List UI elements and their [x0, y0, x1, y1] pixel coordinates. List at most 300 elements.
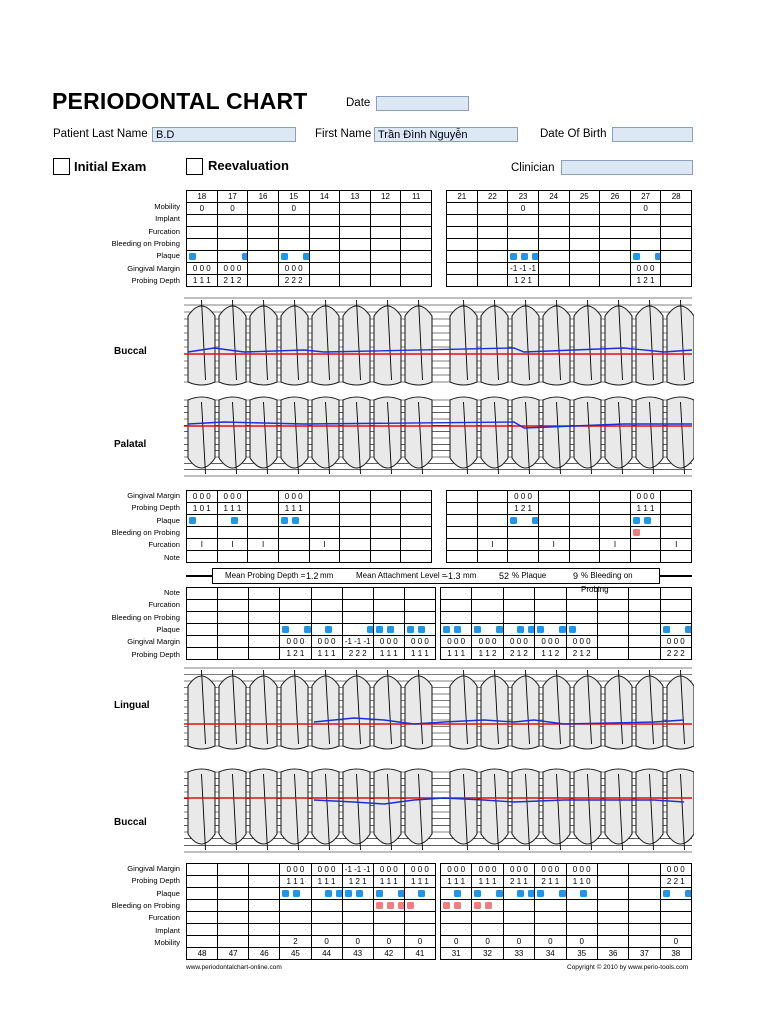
chart-cell[interactable]	[629, 588, 660, 600]
chart-cell[interactable]	[538, 527, 569, 539]
plaque-marker[interactable]	[685, 626, 692, 633]
chart-cell[interactable]	[630, 251, 661, 263]
chart-cell[interactable]	[538, 491, 569, 503]
chart-cell[interactable]	[370, 515, 401, 527]
chart-cell[interactable]	[535, 888, 566, 900]
chart-cell[interactable]	[370, 551, 401, 563]
chart-cell[interactable]: 0	[630, 203, 661, 215]
chart-cell[interactable]	[535, 612, 566, 624]
chart-cell[interactable]	[249, 600, 280, 612]
chart-cell[interactable]	[569, 515, 600, 527]
chart-cell[interactable]	[340, 551, 371, 563]
chart-cell[interactable]	[342, 600, 373, 612]
chart-cell[interactable]	[280, 888, 311, 900]
chart-cell[interactable]	[249, 588, 280, 600]
chart-cell[interactable]	[217, 239, 248, 251]
chart-cell[interactable]	[218, 864, 249, 876]
chart-cell[interactable]: -1 -1 -1	[342, 864, 373, 876]
chart-cell[interactable]: 0 0 0	[441, 864, 472, 876]
chart-cell[interactable]	[309, 275, 340, 287]
chart-cell[interactable]	[447, 275, 478, 287]
chart-cell[interactable]	[311, 912, 342, 924]
chart-cell[interactable]	[477, 239, 508, 251]
chart-cell[interactable]	[477, 227, 508, 239]
chart-cell[interactable]: 1 1 1	[472, 876, 503, 888]
chart-cell[interactable]	[569, 503, 600, 515]
chart-cell[interactable]	[249, 624, 280, 636]
chart-cell[interactable]	[538, 203, 569, 215]
chart-cell[interactable]	[248, 215, 279, 227]
chart-cell[interactable]: 0 0 0	[472, 636, 503, 648]
chart-cell[interactable]	[373, 624, 404, 636]
chart-cell[interactable]	[404, 612, 435, 624]
chart-cell[interactable]	[404, 924, 435, 936]
chart-cell[interactable]	[569, 527, 600, 539]
chart-cell[interactable]	[187, 864, 218, 876]
plaque-marker[interactable]	[559, 626, 566, 633]
chart-cell[interactable]	[629, 864, 660, 876]
plaque-marker[interactable]	[367, 626, 374, 633]
plaque-marker[interactable]	[496, 890, 503, 897]
chart-cell[interactable]	[309, 227, 340, 239]
chart-cell[interactable]	[503, 924, 534, 936]
plaque-marker[interactable]	[633, 517, 640, 524]
chart-cell[interactable]: 1 1 1	[630, 503, 661, 515]
plaque-marker[interactable]	[532, 253, 538, 260]
chart-cell[interactable]	[477, 503, 508, 515]
chart-cell[interactable]	[660, 624, 691, 636]
chart-cell[interactable]	[569, 551, 600, 563]
chart-cell[interactable]	[447, 503, 478, 515]
chart-cell[interactable]	[217, 551, 248, 563]
chart-cell[interactable]: 0 0 0	[503, 864, 534, 876]
chart-cell[interactable]	[278, 539, 309, 551]
chart-cell[interactable]	[629, 612, 660, 624]
chart-cell[interactable]	[477, 491, 508, 503]
chart-cell[interactable]	[373, 600, 404, 612]
chart-cell[interactable]	[309, 215, 340, 227]
chart-cell[interactable]	[218, 876, 249, 888]
plaque-marker[interactable]	[418, 890, 425, 897]
chart-cell[interactable]: 0 0 0	[311, 864, 342, 876]
chart-cell[interactable]	[340, 239, 371, 251]
chart-cell[interactable]	[597, 876, 628, 888]
bleeding-marker[interactable]	[387, 902, 394, 909]
chart-cell[interactable]	[477, 263, 508, 275]
chart-cell[interactable]: 2 2 2	[342, 648, 373, 660]
chart-cell[interactable]	[280, 912, 311, 924]
reevaluation-checkbox[interactable]	[186, 158, 203, 175]
chart-cell[interactable]	[597, 900, 628, 912]
chart-cell[interactable]	[503, 912, 534, 924]
chart-cell[interactable]	[342, 612, 373, 624]
plaque-marker[interactable]	[407, 626, 414, 633]
chart-cell[interactable]: 1 1 1	[187, 275, 218, 287]
chart-cell[interactable]: 1 1 2	[472, 648, 503, 660]
bleeding-marker[interactable]	[485, 902, 492, 909]
chart-cell[interactable]	[249, 876, 280, 888]
chart-cell[interactable]	[503, 624, 534, 636]
chart-cell[interactable]	[342, 888, 373, 900]
chart-cell[interactable]	[217, 251, 248, 263]
plaque-marker[interactable]	[356, 890, 363, 897]
plaque-marker[interactable]	[304, 626, 311, 633]
chart-cell[interactable]	[309, 527, 340, 539]
chart-cell[interactable]: 1 2 1	[630, 275, 661, 287]
chart-cell[interactable]	[278, 251, 309, 263]
date-field[interactable]	[376, 96, 469, 111]
chart-cell[interactable]	[508, 551, 539, 563]
chart-cell[interactable]: I	[187, 539, 218, 551]
chart-cell[interactable]	[569, 491, 600, 503]
chart-cell[interactable]	[661, 491, 692, 503]
chart-cell[interactable]	[309, 203, 340, 215]
chart-cell[interactable]	[187, 215, 218, 227]
dob-field[interactable]	[612, 127, 693, 142]
chart-cell[interactable]: 1 1 1	[404, 876, 435, 888]
chart-cell[interactable]	[218, 612, 249, 624]
chart-cell[interactable]	[661, 203, 692, 215]
chart-cell[interactable]	[280, 612, 311, 624]
chart-cell[interactable]	[661, 275, 692, 287]
chart-cell[interactable]	[373, 588, 404, 600]
chart-cell[interactable]: 2 1 2	[566, 648, 597, 660]
chart-cell[interactable]	[569, 239, 600, 251]
chart-cell[interactable]	[660, 912, 691, 924]
chart-cell[interactable]	[447, 263, 478, 275]
chart-cell[interactable]: 0	[535, 936, 566, 948]
first-name-field[interactable]: Trần Đình Nguyễn	[374, 127, 518, 142]
chart-cell[interactable]	[566, 600, 597, 612]
chart-cell[interactable]	[597, 924, 628, 936]
chart-cell[interactable]	[187, 888, 218, 900]
chart-cell[interactable]	[661, 515, 692, 527]
chart-cell[interactable]	[569, 539, 600, 551]
chart-cell[interactable]	[370, 227, 401, 239]
chart-cell[interactable]	[401, 227, 432, 239]
chart-cell[interactable]	[661, 551, 692, 563]
chart-cell[interactable]	[404, 600, 435, 612]
plaque-marker[interactable]	[537, 890, 544, 897]
chart-cell[interactable]	[661, 239, 692, 251]
chart-cell[interactable]	[280, 600, 311, 612]
chart-cell[interactable]	[630, 539, 661, 551]
plaque-marker[interactable]	[242, 253, 248, 260]
chart-cell[interactable]	[472, 624, 503, 636]
chart-cell[interactable]	[370, 215, 401, 227]
chart-cell[interactable]	[248, 227, 279, 239]
chart-cell[interactable]: 0	[660, 936, 691, 948]
chart-cell[interactable]	[441, 612, 472, 624]
chart-cell[interactable]	[311, 600, 342, 612]
chart-cell[interactable]	[249, 636, 280, 648]
chart-cell[interactable]	[187, 900, 218, 912]
plaque-marker[interactable]	[532, 517, 538, 524]
chart-cell[interactable]	[441, 588, 472, 600]
plaque-marker[interactable]	[387, 626, 394, 633]
chart-cell[interactable]: 0 0 0	[280, 864, 311, 876]
chart-cell[interactable]	[661, 527, 692, 539]
plaque-marker[interactable]	[510, 517, 517, 524]
chart-cell[interactable]	[503, 600, 534, 612]
chart-cell[interactable]	[597, 624, 628, 636]
chart-cell[interactable]	[311, 924, 342, 936]
chart-cell[interactable]	[629, 924, 660, 936]
chart-cell[interactable]	[600, 491, 631, 503]
chart-cell[interactable]	[187, 648, 218, 660]
chart-cell[interactable]	[447, 539, 478, 551]
chart-cell[interactable]	[278, 215, 309, 227]
plaque-marker[interactable]	[644, 517, 651, 524]
chart-cell[interactable]	[370, 263, 401, 275]
chart-cell[interactable]	[600, 203, 631, 215]
chart-cell[interactable]	[597, 612, 628, 624]
chart-cell[interactable]	[248, 515, 279, 527]
chart-cell[interactable]	[441, 624, 472, 636]
chart-cell[interactable]	[340, 539, 371, 551]
chart-cell[interactable]	[309, 263, 340, 275]
chart-cell[interactable]	[600, 239, 631, 251]
chart-cell[interactable]	[311, 588, 342, 600]
plaque-marker[interactable]	[685, 890, 692, 897]
chart-cell[interactable]	[477, 275, 508, 287]
chart-cell[interactable]	[477, 527, 508, 539]
chart-cell[interactable]: I	[309, 539, 340, 551]
chart-cell[interactable]: 1 1 1	[441, 876, 472, 888]
chart-cell[interactable]: 0	[508, 203, 539, 215]
chart-cell[interactable]: 0 0 0	[280, 636, 311, 648]
chart-cell[interactable]	[660, 924, 691, 936]
chart-cell[interactable]	[600, 503, 631, 515]
chart-cell[interactable]	[187, 876, 218, 888]
chart-cell[interactable]	[538, 251, 569, 263]
plaque-marker[interactable]	[528, 626, 535, 633]
chart-cell[interactable]	[249, 612, 280, 624]
chart-cell[interactable]	[441, 924, 472, 936]
chart-cell[interactable]	[472, 600, 503, 612]
chart-cell[interactable]	[538, 263, 569, 275]
chart-cell[interactable]	[597, 864, 628, 876]
chart-cell[interactable]	[309, 503, 340, 515]
chart-cell[interactable]: 0	[503, 936, 534, 948]
chart-cell[interactable]	[248, 491, 279, 503]
chart-cell[interactable]	[340, 227, 371, 239]
chart-cell[interactable]	[187, 624, 218, 636]
chart-cell[interactable]	[477, 215, 508, 227]
chart-cell[interactable]	[248, 275, 279, 287]
chart-cell[interactable]	[370, 527, 401, 539]
chart-cell[interactable]	[629, 936, 660, 948]
chart-cell[interactable]	[342, 912, 373, 924]
chart-cell[interactable]	[538, 239, 569, 251]
chart-cell[interactable]	[404, 888, 435, 900]
chart-cell[interactable]	[597, 588, 628, 600]
chart-cell[interactable]	[508, 539, 539, 551]
chart-cell[interactable]	[472, 900, 503, 912]
chart-cell[interactable]: 0	[441, 936, 472, 948]
chart-cell[interactable]	[218, 912, 249, 924]
plaque-marker[interactable]	[293, 890, 300, 897]
chart-cell[interactable]	[187, 227, 218, 239]
last-name-field[interactable]: B.D	[152, 127, 296, 142]
chart-cell[interactable]	[401, 491, 432, 503]
chart-cell[interactable]	[187, 527, 218, 539]
chart-cell[interactable]: 1 1 1	[311, 876, 342, 888]
chart-cell[interactable]	[278, 551, 309, 563]
chart-cell[interactable]	[249, 912, 280, 924]
chart-cell[interactable]	[597, 636, 628, 648]
chart-cell[interactable]	[404, 900, 435, 912]
chart-cell[interactable]	[600, 227, 631, 239]
chart-cell[interactable]	[660, 900, 691, 912]
chart-cell[interactable]	[309, 239, 340, 251]
chart-cell[interactable]	[447, 515, 478, 527]
chart-cell[interactable]	[472, 924, 503, 936]
chart-cell[interactable]	[441, 600, 472, 612]
chart-cell[interactable]: 2 1 2	[217, 275, 248, 287]
chart-cell[interactable]: -1 -1 -1	[508, 263, 539, 275]
chart-cell[interactable]	[340, 527, 371, 539]
chart-cell[interactable]	[503, 900, 534, 912]
chart-cell[interactable]	[187, 912, 218, 924]
chart-cell[interactable]	[278, 227, 309, 239]
chart-cell[interactable]	[597, 912, 628, 924]
chart-cell[interactable]	[187, 600, 218, 612]
chart-cell[interactable]	[218, 588, 249, 600]
chart-cell[interactable]	[401, 263, 432, 275]
chart-cell[interactable]	[311, 624, 342, 636]
chart-cell[interactable]	[401, 515, 432, 527]
plaque-marker[interactable]	[474, 626, 481, 633]
chart-cell[interactable]: 1 0 1	[187, 503, 218, 515]
chart-cell[interactable]	[508, 227, 539, 239]
chart-cell[interactable]	[566, 888, 597, 900]
plaque-marker[interactable]	[454, 626, 461, 633]
plaque-marker[interactable]	[418, 626, 425, 633]
bleeding-marker[interactable]	[474, 902, 481, 909]
plaque-marker[interactable]	[663, 890, 670, 897]
chart-cell[interactable]	[187, 936, 218, 948]
chart-cell[interactable]	[472, 888, 503, 900]
chart-cell[interactable]	[538, 503, 569, 515]
chart-cell[interactable]: 0	[404, 936, 435, 948]
chart-cell[interactable]: 0	[373, 936, 404, 948]
chart-cell[interactable]	[661, 227, 692, 239]
chart-cell[interactable]	[187, 239, 218, 251]
chart-cell[interactable]	[629, 624, 660, 636]
chart-cell[interactable]	[187, 636, 218, 648]
chart-cell[interactable]	[280, 900, 311, 912]
chart-cell[interactable]	[187, 924, 218, 936]
chart-cell[interactable]	[401, 503, 432, 515]
plaque-marker[interactable]	[336, 890, 343, 897]
chart-cell[interactable]: 0	[187, 203, 218, 215]
plaque-marker[interactable]	[454, 890, 461, 897]
chart-cell[interactable]	[538, 227, 569, 239]
chart-cell[interactable]	[248, 251, 279, 263]
chart-cell[interactable]	[569, 275, 600, 287]
chart-cell[interactable]: 0 0 0	[660, 636, 691, 648]
plaque-marker[interactable]	[325, 626, 332, 633]
chart-cell[interactable]	[600, 263, 631, 275]
chart-cell[interactable]	[660, 612, 691, 624]
chart-cell[interactable]: 0 0 0	[404, 864, 435, 876]
plaque-marker[interactable]	[569, 626, 576, 633]
chart-cell[interactable]	[309, 515, 340, 527]
chart-cell[interactable]	[447, 215, 478, 227]
chart-cell[interactable]	[373, 612, 404, 624]
chart-cell[interactable]	[401, 275, 432, 287]
chart-cell[interactable]	[218, 648, 249, 660]
chart-cell[interactable]	[630, 227, 661, 239]
chart-cell[interactable]	[477, 251, 508, 263]
chart-cell[interactable]: 0 0 0	[373, 636, 404, 648]
chart-cell[interactable]	[569, 203, 600, 215]
chart-cell[interactable]: 2 2 2	[660, 648, 691, 660]
chart-cell[interactable]: 0 0 0	[535, 636, 566, 648]
chart-cell[interactable]	[661, 215, 692, 227]
chart-cell[interactable]	[187, 551, 218, 563]
chart-cell[interactable]: I	[248, 539, 279, 551]
chart-cell[interactable]	[629, 912, 660, 924]
chart-cell[interactable]	[569, 263, 600, 275]
chart-cell[interactable]	[373, 888, 404, 900]
plaque-marker[interactable]	[398, 890, 405, 897]
bleeding-marker[interactable]	[407, 902, 414, 909]
chart-cell[interactable]	[441, 888, 472, 900]
chart-cell[interactable]	[597, 888, 628, 900]
chart-cell[interactable]	[441, 900, 472, 912]
chart-cell[interactable]	[447, 491, 478, 503]
chart-cell[interactable]	[401, 251, 432, 263]
chart-cell[interactable]	[535, 924, 566, 936]
plaque-marker[interactable]	[633, 253, 640, 260]
chart-cell[interactable]	[248, 203, 279, 215]
plaque-marker[interactable]	[496, 626, 503, 633]
plaque-marker[interactable]	[282, 626, 289, 633]
chart-cell[interactable]	[630, 515, 661, 527]
chart-cell[interactable]: -1 -1 -1	[342, 636, 373, 648]
chart-cell[interactable]	[218, 636, 249, 648]
chart-cell[interactable]: 0	[342, 936, 373, 948]
chart-cell[interactable]: 0 0 0	[503, 636, 534, 648]
chart-cell[interactable]	[248, 503, 279, 515]
chart-cell[interactable]	[566, 588, 597, 600]
chart-cell[interactable]: 0 0 0	[373, 864, 404, 876]
chart-cell[interactable]	[401, 215, 432, 227]
chart-cell[interactable]	[503, 588, 534, 600]
chart-cell[interactable]	[404, 624, 435, 636]
bleeding-marker[interactable]	[376, 902, 383, 909]
chart-cell[interactable]: 0 0 0	[404, 636, 435, 648]
chart-cell[interactable]	[401, 551, 432, 563]
chart-cell[interactable]	[309, 491, 340, 503]
chart-cell[interactable]	[508, 527, 539, 539]
chart-cell[interactable]	[370, 539, 401, 551]
plaque-marker[interactable]	[521, 253, 528, 260]
chart-cell[interactable]	[248, 527, 279, 539]
chart-cell[interactable]	[187, 251, 218, 263]
chart-cell[interactable]: 0 0 0	[187, 491, 218, 503]
chart-cell[interactable]: 0	[311, 936, 342, 948]
chart-cell[interactable]: 2 2 2	[278, 275, 309, 287]
chart-cell[interactable]	[600, 527, 631, 539]
chart-cell[interactable]	[661, 503, 692, 515]
chart-cell[interactable]	[342, 900, 373, 912]
chart-cell[interactable]: 0	[566, 936, 597, 948]
chart-cell[interactable]	[249, 864, 280, 876]
plaque-marker[interactable]	[325, 890, 332, 897]
